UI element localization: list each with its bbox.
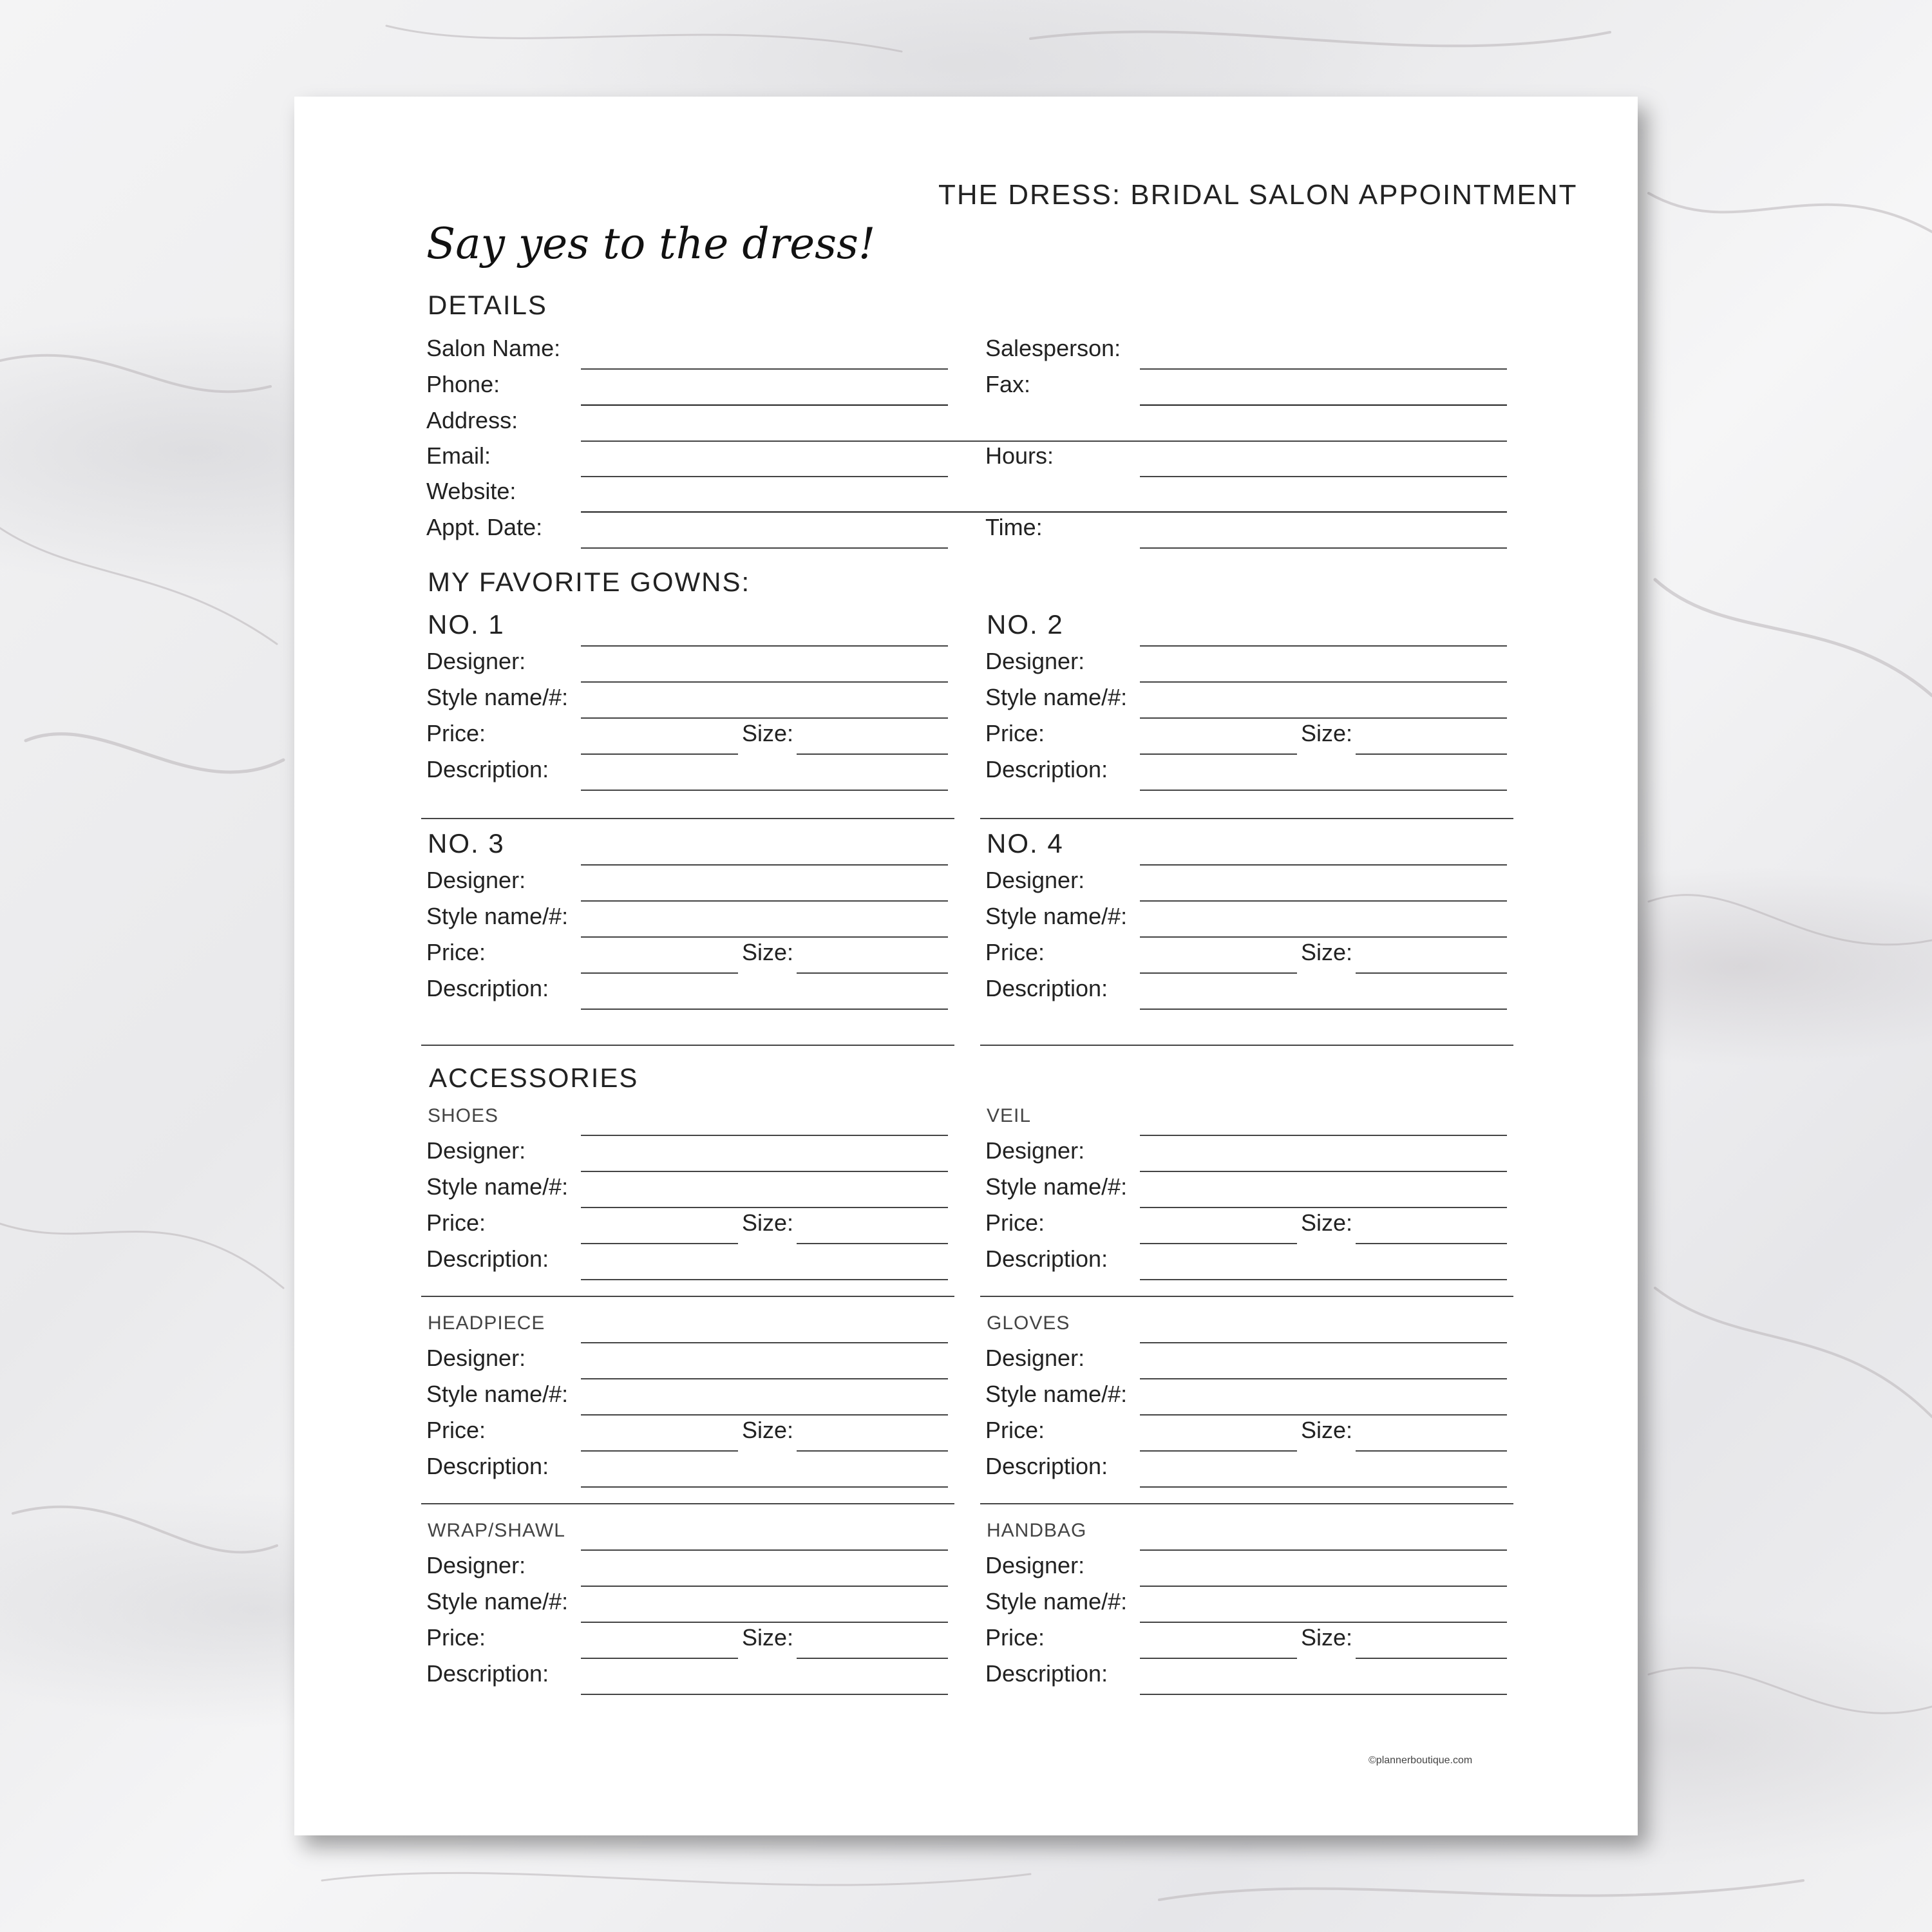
gowns-heading: MY FAVORITE GOWNS: — [428, 567, 751, 597]
handbag-divider — [980, 1503, 1513, 1504]
hours-label: Hours: — [985, 442, 1054, 469]
gown-4-style-label: Style name/#: — [985, 903, 1128, 929]
gown-4-title-line[interactable] — [1140, 864, 1507, 866]
gloves-title: GLOVES — [987, 1312, 1070, 1334]
gown-2-description-label: Description: — [985, 756, 1108, 782]
headpiece-price-label: Price: — [426, 1417, 486, 1443]
shoes-style-line[interactable] — [581, 1207, 948, 1208]
gown-1-price-label: Price: — [426, 720, 486, 746]
hours-line[interactable] — [1140, 476, 1507, 477]
shoes-style-label: Style name/#: — [426, 1173, 569, 1200]
wrap-shawl-title-line[interactable] — [581, 1549, 948, 1551]
gown-2-style-line[interactable] — [1140, 717, 1507, 719]
gloves-style-label: Style name/#: — [985, 1381, 1128, 1407]
gowns-end-divider-left — [421, 1045, 954, 1046]
gown-1-style-label: Style name/#: — [426, 684, 569, 710]
time-label: Time: — [985, 514, 1043, 540]
wrap-shawl-designer-line[interactable] — [581, 1586, 948, 1587]
shoes-description-line[interactable] — [581, 1279, 948, 1280]
gown-2-price-label: Price: — [985, 720, 1045, 746]
wrap-shawl-description-line[interactable] — [581, 1694, 948, 1695]
wrap-shawl-style-line[interactable] — [581, 1622, 948, 1623]
gown-3-style-label: Style name/#: — [426, 903, 569, 929]
handbag-price-label: Price: — [985, 1624, 1045, 1651]
gown-2-style-label: Style name/#: — [985, 684, 1128, 710]
wrap-shawl-divider — [421, 1503, 954, 1504]
shoes-title: SHOES — [428, 1105, 499, 1126]
gloves-style-line[interactable] — [1140, 1414, 1507, 1416]
details-heading: DETAILS — [428, 290, 547, 320]
gown-2-designer-line[interactable] — [1140, 681, 1507, 683]
gown-1-title: NO. 1 — [428, 609, 505, 639]
shoes-price-label: Price: — [426, 1209, 486, 1236]
gowns-end-divider-right — [980, 1045, 1513, 1046]
gown-1-size-line[interactable] — [797, 753, 948, 755]
salon-name-label: Salon Name: — [426, 335, 561, 361]
veil-price-line[interactable] — [1140, 1243, 1297, 1244]
headpiece-price-line[interactable] — [581, 1450, 738, 1452]
handbag-size-line[interactable] — [1356, 1658, 1507, 1659]
time-line[interactable] — [1140, 547, 1507, 549]
accessories-heading: ACCESSORIES — [429, 1063, 639, 1093]
gloves-designer-line[interactable] — [1140, 1378, 1507, 1379]
shoes-size-line[interactable] — [797, 1243, 948, 1244]
veil-style-label: Style name/#: — [985, 1173, 1128, 1200]
gown-2-title-line[interactable] — [1140, 645, 1507, 647]
veil-designer-label: Designer: — [985, 1137, 1085, 1164]
copyright: ©plannerboutique.com — [1368, 1755, 1473, 1766]
veil-description-label: Description: — [985, 1245, 1108, 1272]
headpiece-divider — [421, 1296, 954, 1297]
gloves-description-line[interactable] — [1140, 1486, 1507, 1488]
gown-3-price-label: Price: — [426, 939, 486, 965]
veil-style-line[interactable] — [1140, 1207, 1507, 1208]
salesperson-line[interactable] — [1140, 368, 1507, 370]
gown-1-designer-label: Designer: — [426, 648, 526, 674]
phone-line[interactable] — [581, 404, 948, 406]
gown-1-style-line[interactable] — [581, 717, 948, 719]
gown-1-size-label: Size: — [742, 720, 794, 746]
veil-size-label: Size: — [1301, 1209, 1353, 1236]
headpiece-title-line[interactable] — [581, 1342, 948, 1343]
wrap-shawl-price-label: Price: — [426, 1624, 486, 1651]
wrap-shawl-title: WRAP/SHAWL — [428, 1520, 565, 1541]
handbag-style-label: Style name/#: — [985, 1588, 1128, 1615]
handbag-title: HANDBAG — [987, 1520, 1087, 1541]
gown-4-style-line[interactable] — [1140, 936, 1507, 938]
veil-title-line[interactable] — [1140, 1135, 1507, 1136]
handbag-title-line[interactable] — [1140, 1549, 1507, 1551]
headpiece-title: HEADPIECE — [428, 1312, 545, 1334]
phone-label: Phone: — [426, 371, 500, 397]
headpiece-designer-line[interactable] — [581, 1378, 948, 1379]
gown-4-title: NO. 4 — [987, 828, 1064, 858]
handbag-size-label: Size: — [1301, 1624, 1353, 1651]
wrap-shawl-size-label: Size: — [742, 1624, 794, 1651]
tagline: Say yes to the dress! — [426, 219, 876, 269]
gown-3-designer-label: Designer: — [426, 867, 526, 893]
gown-1-title-line[interactable] — [581, 645, 948, 647]
gown-4-divider — [980, 818, 1513, 819]
headpiece-description-label: Description: — [426, 1453, 549, 1479]
appt-date-label: Appt. Date: — [426, 514, 543, 540]
headpiece-style-line[interactable] — [581, 1414, 948, 1416]
handbag-designer-line[interactable] — [1140, 1586, 1507, 1587]
gloves-size-line[interactable] — [1356, 1450, 1507, 1452]
gown-4-size-label: Size: — [1301, 939, 1353, 965]
headpiece-size-label: Size: — [742, 1417, 794, 1443]
veil-price-label: Price: — [985, 1209, 1045, 1236]
gown-4-price-line[interactable] — [1140, 972, 1297, 974]
gown-3-description-label: Description: — [426, 975, 549, 1001]
email-label: Email: — [426, 442, 491, 469]
gloves-price-label: Price: — [985, 1417, 1045, 1443]
gloves-size-label: Size: — [1301, 1417, 1353, 1443]
handbag-description-label: Description: — [985, 1660, 1108, 1687]
gown-2-size-line[interactable] — [1356, 753, 1507, 755]
salon-name-line[interactable] — [581, 368, 948, 370]
gown-1-description-label: Description: — [426, 756, 549, 782]
gloves-designer-label: Designer: — [985, 1345, 1085, 1371]
shoes-price-line[interactable] — [581, 1243, 738, 1244]
gown-4-price-label: Price: — [985, 939, 1045, 965]
gown-1-price-line[interactable] — [581, 753, 738, 755]
gown-2-size-label: Size: — [1301, 720, 1353, 746]
gloves-title-line[interactable] — [1140, 1342, 1507, 1343]
headpiece-style-label: Style name/#: — [426, 1381, 569, 1407]
gown-3-title-line[interactable] — [581, 864, 948, 866]
fax-line[interactable] — [1140, 404, 1507, 406]
veil-size-line[interactable] — [1356, 1243, 1507, 1244]
veil-title: VEIL — [987, 1105, 1032, 1126]
gown-3-size-label: Size: — [742, 939, 794, 965]
handbag-designer-label: Designer: — [985, 1552, 1085, 1578]
wrap-shawl-price-line[interactable] — [581, 1658, 738, 1659]
gown-3-size-line[interactable] — [797, 972, 948, 974]
wrap-shawl-style-label: Style name/#: — [426, 1588, 569, 1615]
page-title: THE DRESS: BRIDAL SALON APPOINTMENT — [938, 179, 1578, 211]
wrap-shawl-description-label: Description: — [426, 1660, 549, 1687]
gown-4-description-label: Description: — [985, 975, 1108, 1001]
handbag-style-line[interactable] — [1140, 1622, 1507, 1623]
gown-4-designer-line[interactable] — [1140, 900, 1507, 902]
shoes-designer-label: Designer: — [426, 1137, 526, 1164]
shoes-title-line[interactable] — [581, 1135, 948, 1136]
wrap-shawl-size-line[interactable] — [797, 1658, 948, 1659]
gown-2-description-line[interactable] — [1140, 790, 1507, 791]
gown-2-title: NO. 2 — [987, 609, 1064, 639]
address-label: Address: — [426, 407, 518, 433]
address-line[interactable] — [581, 440, 1507, 442]
handbag-price-line[interactable] — [1140, 1658, 1297, 1659]
gloves-divider — [980, 1296, 1513, 1297]
shoes-designer-line[interactable] — [581, 1171, 948, 1172]
gown-3-description-line[interactable] — [581, 1009, 948, 1010]
gown-3-style-line[interactable] — [581, 936, 948, 938]
shoes-size-label: Size: — [742, 1209, 794, 1236]
gown-3-price-line[interactable] — [581, 972, 738, 974]
website-label: Website: — [426, 478, 516, 504]
headpiece-size-line[interactable] — [797, 1450, 948, 1452]
veil-description-line[interactable] — [1140, 1279, 1507, 1280]
website-line[interactable] — [581, 511, 1507, 513]
planner-sheet — [294, 97, 1638, 1835]
gown-3-designer-line[interactable] — [581, 900, 948, 902]
gown-4-designer-label: Designer: — [985, 867, 1085, 893]
salesperson-label: Salesperson: — [985, 335, 1121, 361]
gown-1-designer-line[interactable] — [581, 681, 948, 683]
gown-3-divider — [421, 818, 954, 819]
gown-4-size-line[interactable] — [1356, 972, 1507, 974]
shoes-description-label: Description: — [426, 1245, 549, 1272]
gown-2-price-line[interactable] — [1140, 753, 1297, 755]
gown-1-description-line[interactable] — [581, 790, 948, 791]
handbag-description-line[interactable] — [1140, 1694, 1507, 1695]
gloves-price-line[interactable] — [1140, 1450, 1297, 1452]
veil-designer-line[interactable] — [1140, 1171, 1507, 1172]
appt-date-line[interactable] — [581, 547, 948, 549]
gloves-description-label: Description: — [985, 1453, 1108, 1479]
gown-4-description-line[interactable] — [1140, 1009, 1507, 1010]
headpiece-designer-label: Designer: — [426, 1345, 526, 1371]
headpiece-description-line[interactable] — [581, 1486, 948, 1488]
email-line[interactable] — [581, 476, 948, 477]
gown-2-designer-label: Designer: — [985, 648, 1085, 674]
gown-3-title: NO. 3 — [428, 828, 505, 858]
wrap-shawl-designer-label: Designer: — [426, 1552, 526, 1578]
fax-label: Fax: — [985, 371, 1031, 397]
